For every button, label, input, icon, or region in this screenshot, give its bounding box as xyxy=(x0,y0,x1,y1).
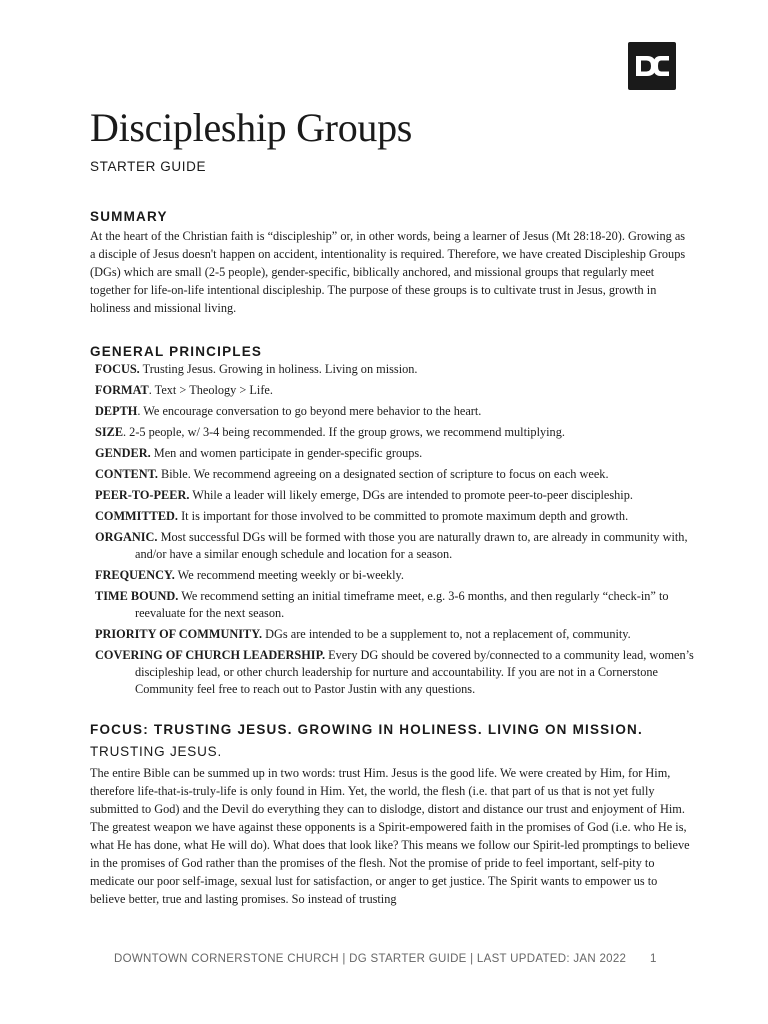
principle-term: PEER-TO-PEER. xyxy=(95,488,190,502)
footer-text: DOWNTOWN CORNERSTONE CHURCH | DG STARTER GUIDE | LAST UPDATED: JAN 2022 xyxy=(114,953,627,965)
principle-text: Every DG should be covered by/connected to a community lead, women’s discipleship lead, or other church leadership for nurture and accountability. If you are not in a Cornerstone Community feel free to reach out to Pastor Justin with any questions. xyxy=(135,648,694,696)
principle-term: ORGANIC. xyxy=(95,530,158,544)
page-number: 1 xyxy=(650,953,657,965)
trusting-jesus-paragraph: The entire Bible can be summed up in two words: trust Him. Jesus is the good life. We were created by Him, for Him, therefore life-that-is-truly-life is only found in Him. Yet, the world, the flesh (i.e. that part of us that is not yet fully submitted to God) and the Devil do everything they can to dislodge, distort and distance our trust and enjoyment of Him. The greatest weapon we have against these opponents is a Spirit-empowered faith in the promises of God (i.e. who He is, what He has done, what He will do). What does that look like? This means we follow our Spirit-led promptings to believe in the promises of God rather than the promises of the flesh. Not the promise of pride to feel important, self-pity to medicate our poor self-image, sexual lust for satisfaction, or anger to get justice. The Spirit wants to empower us to believe better, true and lasting promises. So instead of trusting xyxy=(90,766,690,906)
summary-paragraph: At the heart of the Christian faith is “discipleship” or, in other words, being a learner of Jesus (Mt 28:18-20). Growing as a disciple of Jesus doesn't happen on accident, intentionality is required. Therefore, we have created Discipleship Groups (DGs) which are small (2-5 people), gender-specific, biblically anchored, and missional groups that regularly meet together for life-on-life intentional discipleship. The purpose of these groups is to cultivate trust in Jesus, growth in holiness and missional living. xyxy=(90,229,686,315)
trusting-jesus-subheading: TRUSTING JESUS. xyxy=(90,744,223,759)
principle-item xyxy=(95,361,695,378)
principle-text: . We encourage conversation to go beyond mere behavior to the heart. xyxy=(137,404,482,418)
summary-heading: SUMMARY xyxy=(90,209,168,224)
principle-item xyxy=(95,529,695,563)
principles-heading: GENERAL PRINCIPLES xyxy=(90,344,263,359)
principle-text: DGs are intended to be a supplement to, not a replacement of, community. xyxy=(262,627,631,641)
church-logo xyxy=(628,42,676,90)
principle-item xyxy=(95,487,695,504)
principle-term: PRIORITY OF COMMUNITY. xyxy=(95,627,263,641)
principle-term: GENDER. xyxy=(95,446,151,460)
principle-text: Most successful DGs will be formed with those you are naturally drawn to, are already in community with, and/or have a similar enough schedule and location for a season. xyxy=(135,530,688,561)
principles-list xyxy=(95,361,695,702)
principle-item xyxy=(95,588,695,622)
principle-item xyxy=(95,445,695,462)
principle-text: We recommend meeting weekly or bi-weekly. xyxy=(174,568,404,582)
principle-item xyxy=(95,382,695,399)
principle-term: COMMITTED. xyxy=(95,509,179,523)
page-title: Discipleship Groups xyxy=(90,105,413,150)
principle-term: TIME BOUND. xyxy=(95,589,179,603)
principle-term: FREQUENCY. xyxy=(95,568,175,582)
principle-item xyxy=(95,424,695,441)
principle-item xyxy=(95,403,695,420)
principle-text: We recommend setting an initial timeframe meet, e.g. 3-6 months, and then regularly “check-in” to reevaluate for the next season. xyxy=(135,589,669,620)
principle-text: While a leader will likely emerge, DGs are intended to promote peer-to-peer discipleship. xyxy=(189,488,633,502)
principle-term: DEPTH xyxy=(95,404,138,418)
focus-heading: FOCUS: TRUSTING JESUS. GROWING IN HOLINESS. LIVING ON MISSION. xyxy=(90,722,643,737)
principle-item xyxy=(95,647,695,698)
principle-text: Men and women participate in gender-specific groups. xyxy=(150,446,423,460)
principle-term: CONTENT. xyxy=(95,467,158,481)
principle-term: SIZE xyxy=(95,425,124,439)
page-subtitle: STARTER GUIDE xyxy=(90,159,207,174)
principle-term: FOCUS. xyxy=(95,362,140,376)
dc-logo-icon xyxy=(628,42,676,90)
principle-item xyxy=(95,626,695,643)
principle-text: Bible. We recommend agreeing on a designated section of scripture to focus on each week. xyxy=(157,467,609,481)
principle-item xyxy=(95,508,695,525)
principle-term: COVERING OF CHURCH LEADERSHIP. xyxy=(95,648,326,662)
principle-text: . 2-5 people, w/ 3-4 being recommended. If the group grows, we recommend multiplying. xyxy=(123,425,565,439)
principle-item xyxy=(95,466,695,483)
principle-text: It is important for those involved to be committed to promote maximum depth and growth. xyxy=(178,509,629,523)
principle-text: Trusting Jesus. Growing in holiness. Living on mission. xyxy=(139,362,418,376)
principle-term: FORMAT xyxy=(95,383,149,397)
principle-item xyxy=(95,567,695,584)
principle-text: . Text > Theology > Life. xyxy=(148,383,273,397)
